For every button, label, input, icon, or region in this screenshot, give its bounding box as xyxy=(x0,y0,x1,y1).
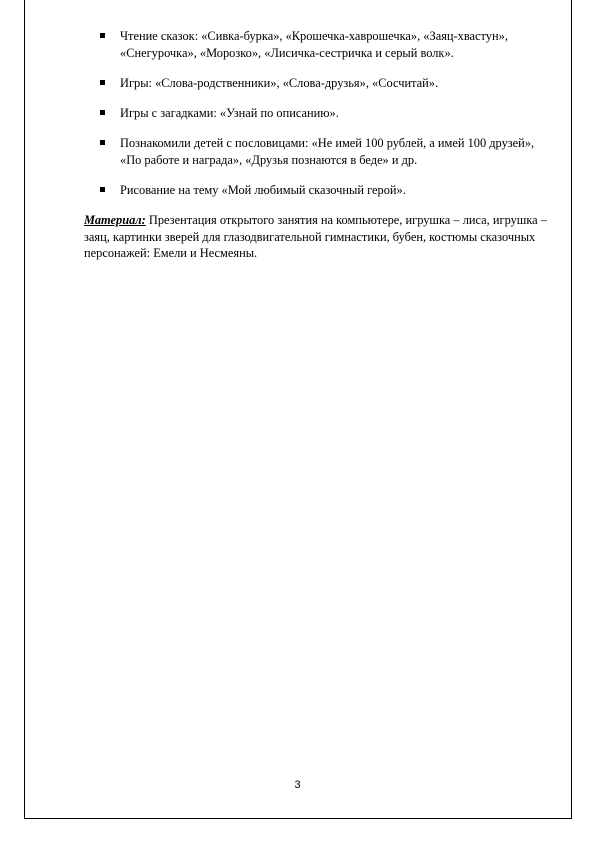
activity-list xyxy=(84,28,548,199)
list-item-text: Познакомили детей с пословицами: «Не имей 100 рублей, а имей 100 друзей», «По работе и награда», «Друзья познаются в беде» и др. xyxy=(120,136,535,167)
document-body xyxy=(84,28,548,262)
material-label: Материал: xyxy=(84,213,146,227)
list-item-text: Игры: «Слова-родственники», «Слова-друзья», «Сосчитай». xyxy=(120,76,439,90)
material-text: Презентация открытого занятия на компьютере, игрушка – лиса, игрушка – заяц, картинки зверей для глазодвигательной гимнастики, бубен, костюмы сказочных персонажей: Емели и Несмеяны. xyxy=(84,213,547,260)
list-item-text: Чтение сказок: «Сивка-бурка», «Крошечка-хаврошечка», «Заяц-хвастун», «Снегурочка», «Морозко», «Лисичка-сестричка и серый волк». xyxy=(120,29,508,60)
list-item xyxy=(84,75,548,92)
square-bullet-icon xyxy=(100,110,105,115)
square-bullet-icon xyxy=(100,187,105,192)
square-bullet-icon xyxy=(100,80,105,85)
list-item-text: Рисование на тему «Мой любимый сказочный герой». xyxy=(120,183,406,197)
list-item xyxy=(84,182,548,199)
square-bullet-icon xyxy=(100,33,105,38)
list-item-text: Игры с загадками: «Узнай по описанию». xyxy=(120,106,339,120)
list-item xyxy=(84,28,548,62)
list-item xyxy=(84,135,548,169)
material-paragraph xyxy=(84,212,548,262)
page-number: 3 xyxy=(294,779,301,791)
square-bullet-icon xyxy=(100,140,105,145)
list-item xyxy=(84,105,548,122)
